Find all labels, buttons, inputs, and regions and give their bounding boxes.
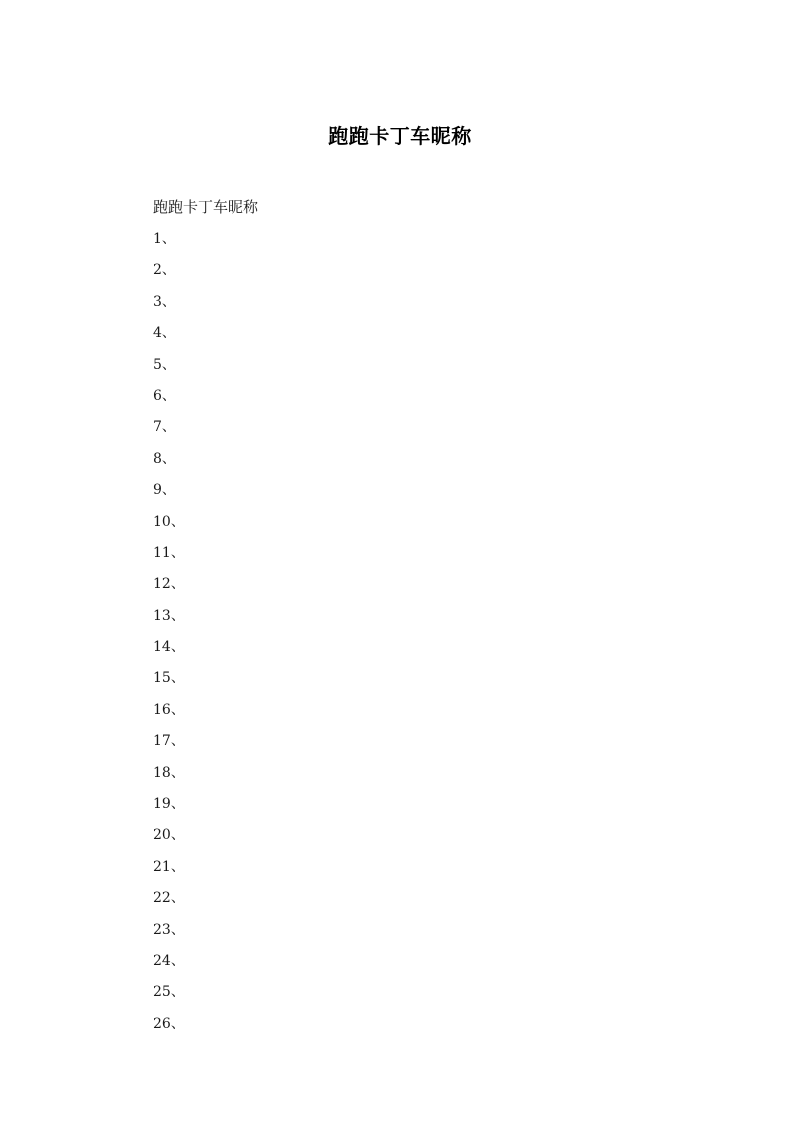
list-item: 13、 bbox=[153, 607, 185, 624]
list-item: 26、 bbox=[153, 1015, 185, 1032]
list-item: 14、 bbox=[153, 639, 185, 656]
nickname-list bbox=[153, 229, 185, 1045]
page-title: 跑跑卡丁车昵称 bbox=[328, 124, 472, 148]
list-item: 7、 bbox=[153, 419, 176, 436]
list-item: 19、 bbox=[153, 796, 185, 813]
list-item: 5、 bbox=[153, 356, 176, 373]
list-item: 2、 bbox=[153, 262, 176, 279]
list-item: 6、 bbox=[153, 387, 176, 404]
list-item: 22、 bbox=[153, 890, 185, 907]
list-item: 18、 bbox=[153, 764, 185, 781]
list-item: 3、 bbox=[153, 293, 176, 310]
section-heading: 跑跑卡丁车昵称 bbox=[153, 198, 259, 216]
list-item: 4、 bbox=[153, 325, 176, 342]
list-item: 23、 bbox=[153, 921, 185, 938]
list-item: 10、 bbox=[153, 513, 185, 530]
list-item: 16、 bbox=[153, 701, 185, 718]
list-item: 15、 bbox=[153, 670, 185, 687]
list-item: 1、 bbox=[153, 231, 176, 247]
list-item: 24、 bbox=[153, 952, 185, 969]
list-item: 21、 bbox=[153, 858, 185, 875]
list-item: 20、 bbox=[153, 827, 185, 844]
list-item: 11、 bbox=[153, 544, 185, 561]
list-item: 12、 bbox=[153, 576, 185, 593]
list-item: 17、 bbox=[153, 733, 185, 750]
list-item: 25、 bbox=[153, 984, 185, 1001]
list-item: 9、 bbox=[153, 482, 176, 499]
list-item: 8、 bbox=[153, 450, 176, 467]
